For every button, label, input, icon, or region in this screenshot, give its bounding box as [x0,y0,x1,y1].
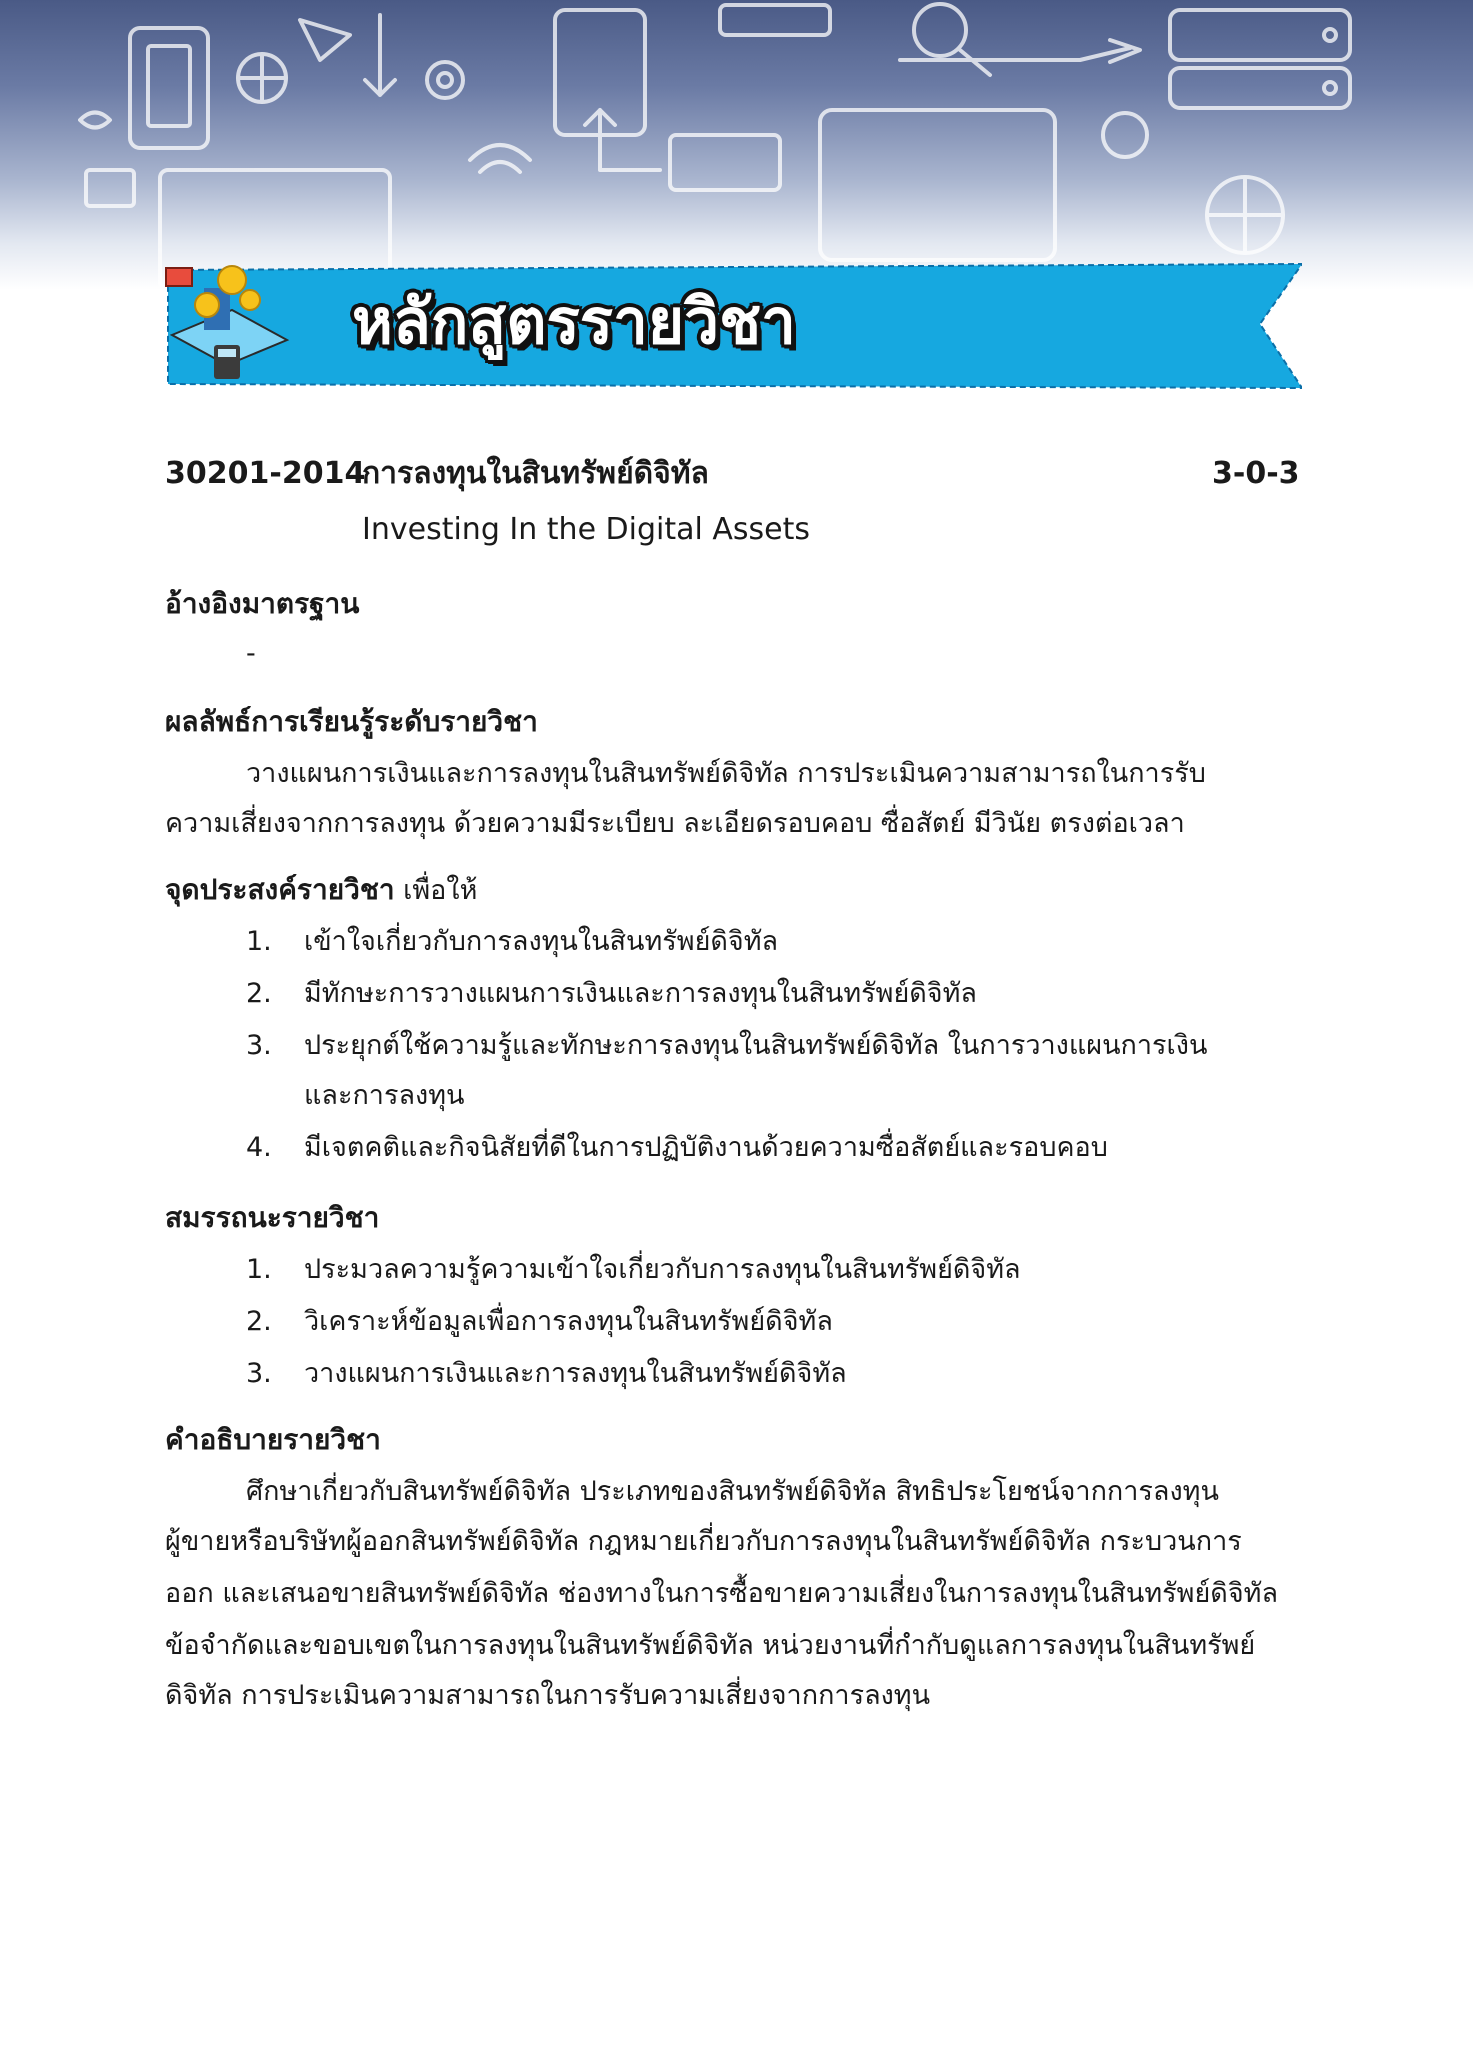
outcomes-line: ความเสี่ยงจากการลงทุน ด้วยความมีระเบียบ ละเอียดรอบคอบ ซื่อสัตย์ มีวินัย ตรงต่อเวลา [165,808,1185,839]
list-number: 1. [246,926,272,957]
finance-illustration-icon [162,260,292,380]
wifi-icon [470,145,530,172]
course-title-english: Investing In the Digital Assets [362,512,811,547]
paper-plane-icon [300,20,350,60]
list-item: มีเจตคติและกิจนิสัยที่ดีในการปฏิบัติงานด้วยความซื่อสัตย์และรอบคอบ [304,1132,1108,1163]
arrow-right-icon [900,40,1140,62]
chat-icon [80,113,110,128]
description-line: ข้อจำกัดและขอบเขตในการลงทุนในสินทรัพย์ดิจิทัล หน่วยงานที่กำกับดูแลการลงทุนในสินทรัพย์ [165,1630,1256,1661]
tech-pattern-illustration [0,0,1473,290]
monitor-icon [820,110,1055,260]
list-number: 1. [246,1254,272,1285]
section-banner [162,260,1302,392]
list-item-continuation: และการลงทุน [304,1080,465,1111]
list-number: 3. [246,1358,272,1389]
list-item: วิเคราะห์ข้อมูลเพื่อการลงทุนในสินทรัพย์ดิจิทัล [304,1306,833,1337]
arrow-down-icon [365,15,395,95]
description-line: ศึกษาเกี่ยวกับสินทรัพย์ดิจิทัล ประเภทของสินทรัพย์ดิจิทัล สิทธิประโยชน์จากการลงทุน [246,1476,1219,1507]
list-item: เข้าใจเกี่ยวกับการลงทุนในสินทรัพย์ดิจิทัล [304,926,779,957]
reference-value: - [246,638,256,669]
gear-icon [427,62,463,98]
objectives-suffix: เพื่อให้ [394,875,478,906]
list-number: 2. [246,1306,272,1337]
course-title-thai: การลงทุนในสินทรัพย์ดิจิทัล [362,456,709,491]
outcomes-line: วางแผนการเงินและการลงทุนในสินทรัพย์ดิจิทัล การประเมินความสามารถในการรับ [246,758,1206,789]
course-credits: 3-0-3 [1212,456,1300,491]
search-icon [914,4,966,56]
reference-heading: อ้างอิงมาตรฐาน [165,587,360,620]
browser-icon [670,135,780,190]
description-line: ผู้ขายหรือบริษัทผู้ออกสินทรัพย์ดิจิทัล กฎหมายเกี่ยวกับการลงทุนในสินทรัพย์ดิจิทัล กระบวนการ [165,1526,1242,1557]
list-number: 2. [246,978,272,1009]
list-number: 4. [246,1132,272,1163]
banner-title: หลักสูตรรายวิชา [352,285,796,358]
list-number: 3. [246,1030,272,1061]
list-item: มีทักษะการวางแผนการเงินและการลงทุนในสินทรัพย์ดิจิทัล [304,978,977,1009]
network-icon [1103,113,1147,157]
description-heading: คำอธิบายรายวิชา [165,1423,381,1456]
cloud-icon [720,5,830,35]
description-line: ดิจิทัล การประเมินความสามารถในการรับความเสี่ยงจากการลงทุน [165,1680,931,1711]
objectives-heading [165,868,477,913]
list-item: วางแผนการเงินและการลงทุนในสินทรัพย์ดิจิทัล [304,1358,847,1389]
header-background [0,0,1473,290]
list-item: ประมวลความรู้ความเข้าใจเกี่ยวกับการลงทุนในสินทรัพย์ดิจิทัล [304,1254,1021,1285]
objectives-title: จุดประสงค์รายวิชา [165,873,395,906]
envelope-icon [86,170,134,206]
course-code: 30201-2014 [165,456,366,491]
list-item: ประยุกต์ใช้ความรู้และทักษะการลงทุนในสินทรัพย์ดิจิทัล ในการวางแผนการเงิน [304,1030,1208,1061]
outcomes-heading: ผลลัพธ์การเรียนรู้ระดับรายวิชา [165,705,538,738]
description-line: ออก และเสนอขายสินทรัพย์ดิจิทัล ช่องทางในการซื้อขายความเสี่ยงในการลงทุนในสินทรัพย์ดิจิทัล [165,1578,1278,1609]
arrow-up-icon [585,110,660,170]
competencies-heading: สมรรถนะรายวิชา [165,1201,380,1234]
